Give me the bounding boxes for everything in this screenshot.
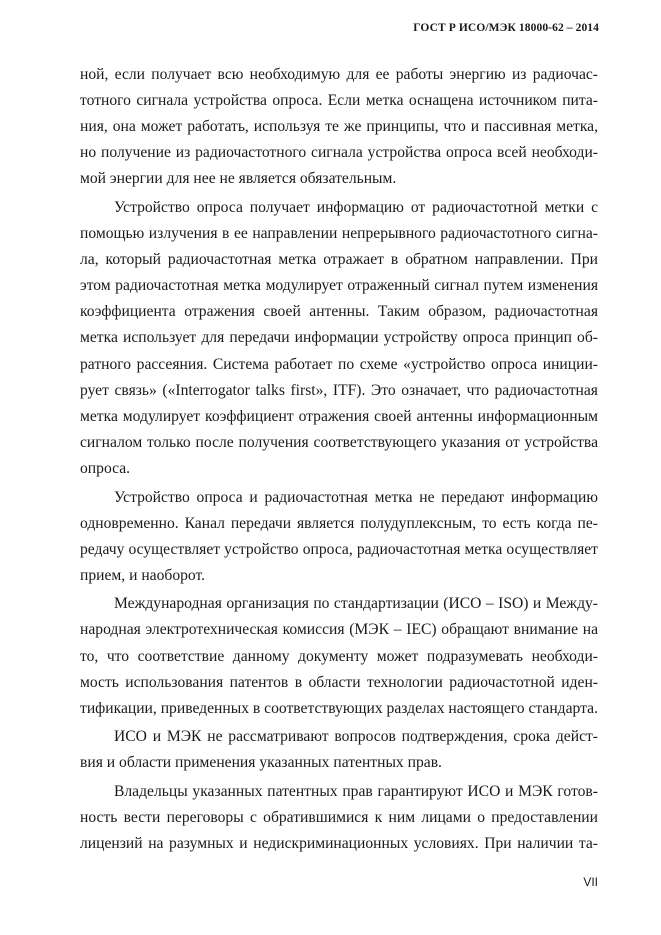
paragraph (80, 779, 598, 857)
text-line: лицензий на разумных и недискриминационных условиях. При наличии та- (80, 835, 598, 853)
paragraph (80, 591, 598, 721)
text-line: тотного сигнала устройства опроса. Если метка оснащена источником пита- (80, 92, 598, 110)
text-line: ния, она может работать, используя те же принципы, что и пассивная метка, (80, 118, 598, 136)
text-line: ИСО и МЭК не рассматривают вопросов подтверждения, срока дейст- (114, 728, 598, 746)
text-line: одновременно. Канал передачи является полудуплексным, то есть когда пе- (80, 514, 598, 532)
text-line: коэффициента отражения своей антенны. Таким образом, радиочастотная (80, 303, 598, 321)
paragraph (80, 62, 598, 192)
text-line: ность вести переговоры с обратившимися к ним лицами о предоставлении (80, 809, 598, 827)
text-line: ратного рассеяния. Система работает по схеме «устройство опроса иниции- (80, 355, 598, 373)
document-body (80, 62, 598, 860)
text-line: Международная организация по стандартизации (ИСО – ISO) и Между- (114, 595, 598, 613)
paragraph (80, 195, 598, 482)
page-number: VII (583, 875, 598, 889)
text-line: Устройство опроса получает информацию от радиочастотной метки с (114, 198, 598, 216)
text-line: редачу осуществляет устройство опроса, радиочастотная метка осуществляет (80, 540, 598, 558)
text-line: но получение из радиочастотного сигнала устройства опроса всей необходи- (80, 144, 598, 162)
text-line: рует связь» («Interrogator talks first», ITF). Это означает, что радиочастотная (80, 381, 598, 399)
text-line: прием, и наоборот. (80, 566, 206, 584)
text-line: этом радиочастотная метка модулирует отраженный сигнал путем изменения (80, 277, 598, 295)
text-line: то, что соответствие данному документу может подразумевать необходи- (80, 647, 598, 665)
text-line: метка модулирует коэффициент отражения своей антенны информационным (80, 407, 598, 425)
text-line: вия и области применения указанных патентных прав. (80, 754, 442, 772)
paragraph (80, 485, 598, 589)
text-line: метка использует для передачи информации устройству опроса принцип об- (80, 329, 598, 347)
paragraph (80, 724, 598, 776)
text-line: ной, если получает всю необходимую для ее работы энергию из радиочас- (80, 66, 598, 83)
text-line: тификации, приведенных в соответствующих разделах настоящего стандарта. (80, 699, 598, 717)
document-header: ГОСТ Р ИСО/МЭК 18000-62 – 2014 (413, 22, 599, 34)
text-line: Владельцы указанных патентных прав гарантируют ИСО и МЭК готов- (114, 783, 598, 801)
text-line: Устройство опроса и радиочастотная метка не передают информацию (114, 488, 598, 506)
text-line: мой энергии для нее не является обязательным. (80, 170, 397, 188)
text-line: сигналом только после получения соответствующего указания от устройства (80, 433, 598, 451)
text-line: опроса. (80, 459, 131, 477)
text-line: ла, который радиочастотная метка отражает в обратном направлении. При (80, 251, 598, 269)
text-line: народная электротехническая комиссия (МЭК – IEC) обращают внимание на (80, 621, 598, 639)
text-line: помощью излучения в ее направлении непрерывного радиочастотного сигна- (80, 225, 598, 243)
text-line: мость использования патентов в области технологии радиочастотной иден- (80, 673, 598, 691)
